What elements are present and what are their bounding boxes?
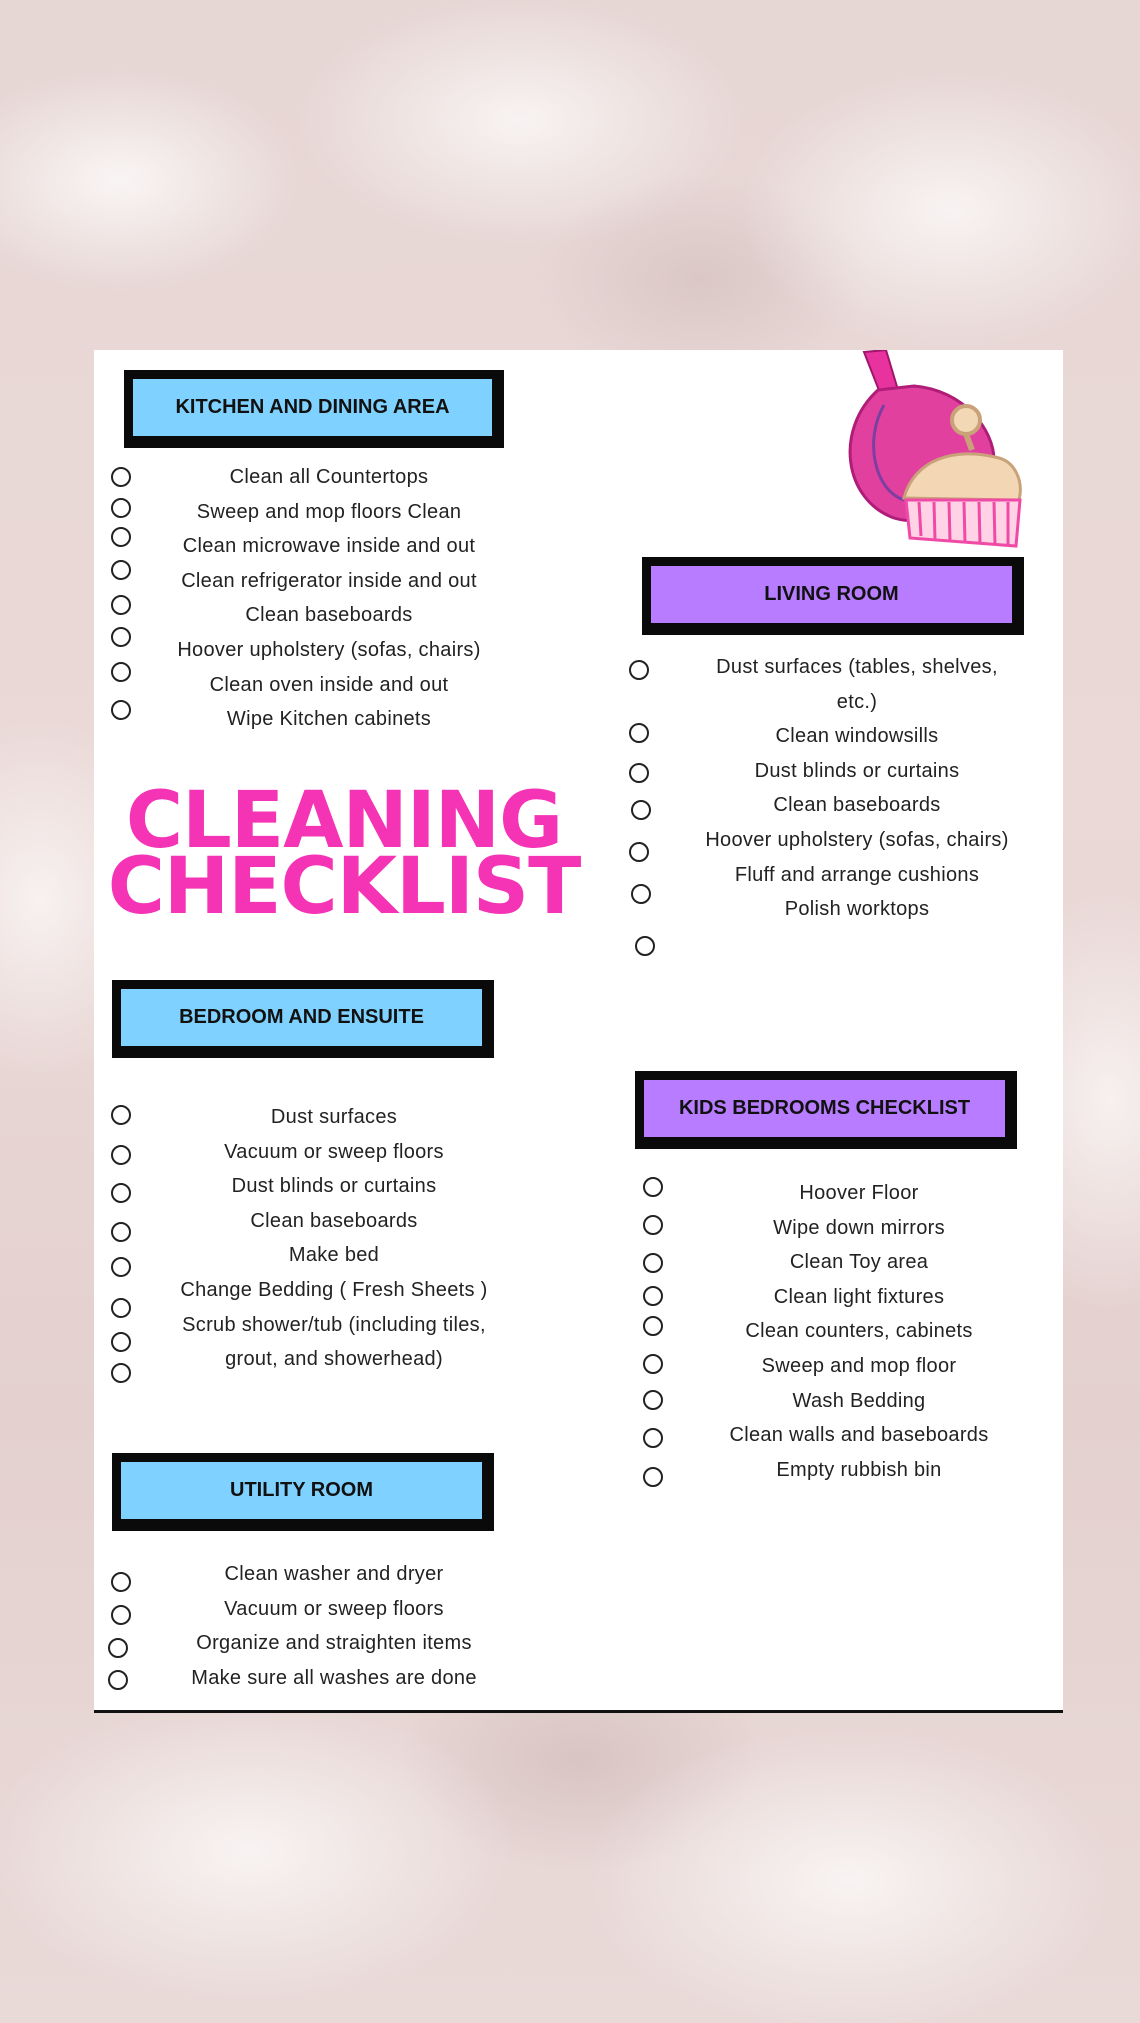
checkbox[interactable]: [111, 467, 131, 487]
checkbox[interactable]: [108, 1670, 128, 1690]
checkbox[interactable]: [111, 1145, 131, 1165]
list-item: Dust blinds or curtains: [231, 1175, 437, 1198]
checkbox[interactable]: [643, 1253, 663, 1273]
checkbox[interactable]: [111, 560, 131, 580]
list-item: Clean light fixtures: [773, 1285, 945, 1308]
kitchen-heading: [124, 370, 504, 448]
utility-room-heading-label: UTILITY ROOM: [230, 1479, 373, 1501]
living-room-heading: [642, 557, 1024, 635]
checkbox[interactable]: [111, 527, 131, 547]
checkbox[interactable]: [643, 1215, 663, 1235]
kids-bedrooms-heading-label: KIDS BEDROOMS CHECKLIST: [678, 1097, 971, 1119]
list-item: Hoover upholstery (sofas, chairs): [705, 828, 1009, 851]
list-item: Organize and straighten items: [196, 1632, 472, 1655]
list-item: Vacuum or sweep floors: [224, 1597, 444, 1620]
bedroom-heading-label: BEDROOM AND ENSUITE: [179, 1006, 424, 1028]
list-item: Clean counters, cabinets: [745, 1320, 973, 1343]
list-item: Clean Toy area: [789, 1251, 929, 1274]
list-item: Change Bedding ( Fresh Sheets ): [180, 1278, 488, 1301]
checkbox[interactable]: [629, 763, 649, 783]
kids-bedrooms-list: [694, 1176, 1024, 1487]
checkbox[interactable]: [643, 1286, 663, 1306]
living-room-list: [672, 650, 1042, 927]
checkbox[interactable]: [111, 1363, 131, 1383]
checkbox[interactable]: [108, 1638, 128, 1658]
living-room-heading-label: LIVING ROOM: [764, 583, 899, 605]
checkbox[interactable]: [631, 800, 651, 820]
title-line-1: CLEANING: [125, 776, 563, 866]
list-item: Make bed: [288, 1244, 380, 1267]
checkbox[interactable]: [111, 595, 131, 615]
checkbox[interactable]: [631, 884, 651, 904]
kitchen-heading-label: KITCHEN AND DINING AREA: [175, 396, 450, 418]
list-item: Clean baseboards: [250, 1209, 418, 1232]
list-item: Wipe down mirrors: [773, 1216, 945, 1239]
list-item: Dust surfaces (tables, shelves, etc.): [716, 656, 998, 713]
checkbox[interactable]: [643, 1390, 663, 1410]
list-item: Clean baseboards: [245, 604, 413, 627]
list-item: Wipe Kitchen cabinets: [226, 708, 432, 731]
list-item: Dust surfaces: [270, 1106, 398, 1128]
list-item: Vacuum or sweep floors: [224, 1140, 444, 1163]
list-item: Clean washer and dryer: [224, 1563, 444, 1585]
checklist-title: [94, 776, 594, 932]
kids-bedrooms-heading: [635, 1071, 1017, 1149]
checkbox[interactable]: [111, 1572, 131, 1592]
list-item: Sweep and mop floor: [761, 1354, 957, 1377]
list-item: Sweep and mop floors Clean: [196, 500, 462, 523]
utility-room-heading: [112, 1453, 494, 1531]
checkbox[interactable]: [643, 1428, 663, 1448]
checkbox[interactable]: [111, 627, 131, 647]
list-item: Clean all Countertops: [229, 466, 429, 488]
checkbox[interactable]: [111, 1222, 131, 1242]
list-item: Polish worktops: [784, 898, 930, 921]
checkbox[interactable]: [629, 842, 649, 862]
bedroom-list: [149, 1100, 519, 1377]
kitchen-list: [154, 460, 504, 737]
list-item: Clean refrigerator inside and out: [181, 569, 477, 592]
checkbox[interactable]: [111, 1605, 131, 1625]
list-item: Hoover upholstery (sofas, chairs): [177, 638, 481, 661]
list-item: Dust blinds or curtains: [754, 759, 960, 782]
checklist-sheet: [94, 350, 1063, 1713]
checkbox[interactable]: [643, 1354, 663, 1374]
checkbox[interactable]: [643, 1316, 663, 1336]
checkbox[interactable]: [111, 498, 131, 518]
checkbox[interactable]: [111, 1183, 131, 1203]
checkbox[interactable]: [111, 1298, 131, 1318]
checkbox[interactable]: [111, 1105, 131, 1125]
list-item: Wash Bedding: [792, 1389, 926, 1412]
utility-room-list: [154, 1557, 514, 1695]
checkbox[interactable]: [111, 1257, 131, 1277]
list-item: Clean windowsills: [775, 725, 939, 748]
checkbox[interactable]: [629, 723, 649, 743]
list-item: Hoover Floor: [799, 1182, 919, 1204]
checkbox[interactable]: [111, 700, 131, 720]
list-item: Fluff and arrange cushions: [734, 863, 980, 886]
title-line-2: CHECKLIST: [107, 842, 581, 932]
checkbox[interactable]: [643, 1177, 663, 1197]
checkbox[interactable]: [629, 660, 649, 680]
checkbox[interactable]: [111, 662, 131, 682]
list-item: Clean walls and baseboards: [729, 1424, 989, 1447]
list-item: Clean microwave inside and out: [182, 535, 476, 558]
bedroom-heading: [112, 980, 494, 1058]
list-item: Scrub shower/tub (including tiles, grout, and showerhead): [182, 1313, 486, 1371]
dustpan-and-brush-icon: [794, 350, 1034, 565]
checkbox[interactable]: [111, 1332, 131, 1352]
checkbox[interactable]: [643, 1467, 663, 1487]
list-item: Empty rubbish bin: [776, 1458, 942, 1481]
list-item: Clean oven inside and out: [209, 673, 449, 696]
list-item: Clean baseboards: [773, 794, 941, 817]
checkbox[interactable]: [635, 936, 655, 956]
list-item: Make sure all washes are done: [191, 1666, 477, 1689]
